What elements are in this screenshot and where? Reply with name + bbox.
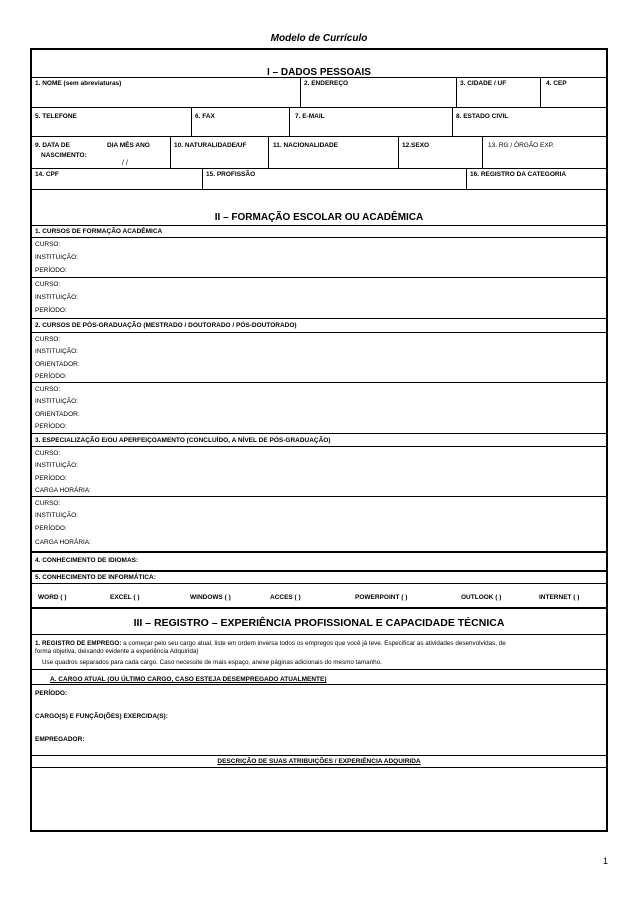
divider: [32, 318, 606, 319]
field-periodo[interactable]: PERÍODO:: [35, 423, 67, 430]
heading-informatica: 5. CONHECIMENTO DE INFORMÁTICA:: [35, 574, 156, 581]
divider: [32, 107, 606, 108]
checkbox-windows[interactable]: WINDOWS ( ): [190, 594, 231, 601]
field-instituicao[interactable]: INSTITUIÇÃO:: [35, 294, 78, 301]
checkbox-excel[interactable]: EXCEL ( ): [110, 594, 140, 601]
registro-emprego-text-3: Use quadros separados para cada cargo. Caso necessite de mais espaço, anexe páginas adicionais do mesmo tamanho.: [42, 659, 382, 666]
curriculum-form: [30, 48, 608, 832]
field-periodo[interactable]: PERÍODO:: [35, 475, 67, 482]
field-orientador[interactable]: ORIENTADOR:: [35, 411, 80, 418]
divider: [32, 189, 606, 190]
divider: [32, 607, 606, 609]
divider: [289, 107, 290, 136]
field-profissao[interactable]: 15. PROFISSÃO: [206, 171, 256, 178]
field-periodo[interactable]: PERÍODO:: [35, 267, 67, 274]
section-3-title: III – REGISTRO – EXPERIÊNCIA PROFISSIONAL E CAPACIDADE TÉCNICA: [133, 617, 505, 629]
field-telefone[interactable]: 5. TELEFONE: [35, 113, 77, 120]
divider: [32, 382, 606, 383]
field-cep[interactable]: 4. CEP: [546, 80, 567, 87]
page-number: 1: [602, 856, 608, 866]
divider: [32, 77, 606, 78]
field-empregador[interactable]: EMPREGADOR:: [35, 736, 85, 743]
divider: [32, 277, 606, 278]
divider: [32, 684, 606, 685]
divider: [268, 136, 269, 168]
heading-cargo-atual: A. CARGO ATUAL (OU ÚLTIMO CARGO, CASO ESTEJA DESEMPREGADO ATUALMENTE): [50, 676, 327, 683]
field-registro-categoria[interactable]: 16. REGISTRO DA CATEGORIA: [470, 171, 567, 178]
field-estado-civil[interactable]: 8. ESTADO CIVIL: [456, 113, 509, 120]
divider: [540, 77, 541, 107]
section-2-title: II – FORMAÇÃO ESCOLAR OU ACADÊMICA: [214, 212, 424, 223]
field-instituicao[interactable]: INSTITUIÇÃO:: [35, 254, 78, 261]
field-sexo[interactable]: 12.SEXO: [402, 142, 430, 149]
field-cpf[interactable]: 14. CPF: [35, 171, 59, 178]
field-email[interactable]: 7. E-MAIL: [295, 113, 325, 120]
field-instituicao[interactable]: INSTITUIÇÃO:: [35, 398, 78, 405]
document-title: Modelo de Currículo: [270, 33, 368, 44]
field-periodo-cargo[interactable]: PERÍODO:: [35, 690, 68, 697]
heading-especializacao: 3. ESPECIALIZAÇÃO E/OU APERFEIÇOAMENTO (CONCLUÍDO, A NÍVEL DE PÓS-GRADUAÇÃO): [35, 437, 331, 444]
registro-emprego-text: a começar pelo seu cargo atual, liste em ordem inversa todos os empregos que você já teve. Especificar as atividades desenvolvidas, de: [123, 640, 506, 647]
field-nacionalidade[interactable]: 11. NACIONALIDADE: [273, 142, 339, 149]
field-curso[interactable]: CURSO:: [35, 500, 61, 507]
field-periodo[interactable]: PERÍODO:: [35, 373, 67, 380]
divider: [32, 551, 606, 553]
divider: [482, 136, 483, 168]
field-cargos-funcoes[interactable]: CARGO(S) E FUNÇÃO(ÕES) EXERCIDA(S):: [35, 713, 168, 720]
divider: [32, 136, 606, 137]
divider: [466, 168, 467, 189]
heading-pos-graduacao: 2. CURSOS DE PÓS-GRADUAÇÃO (MESTRADO / DOUTORADO / PÓS-DOUTORADO): [35, 322, 297, 329]
data-nascimento-label: NASCIMENTO:: [41, 152, 87, 159]
field-curso[interactable]: CURSO:: [35, 386, 61, 393]
field-periodo[interactable]: PERÍODO:: [35, 525, 67, 532]
field-idiomas[interactable]: 4. CONHECIMENTO DE IDIOMAS:: [35, 557, 139, 564]
field-endereco[interactable]: 2. ENDEREÇO: [304, 80, 349, 87]
data-nascimento-format: DIA MÊS ANO: [107, 142, 150, 149]
heading-descricao: DESCRIÇÃO DE SUAS ATRIBUIÇÕES / EXPERIÊNCIA ADQUIRIDA: [217, 758, 421, 765]
checkbox-internet[interactable]: INTERNET ( ): [539, 594, 580, 601]
divider: [32, 583, 606, 584]
divider: [32, 332, 606, 333]
divider: [32, 570, 606, 572]
field-naturalidade[interactable]: 10. NATURALIDADE/UF: [174, 142, 247, 149]
divider: [32, 755, 606, 756]
section-1-title: I – DADOS PESSOAIS: [267, 67, 371, 78]
divider: [170, 136, 171, 168]
divider: [32, 669, 606, 670]
field-instituicao[interactable]: INSTITUIÇÃO:: [35, 512, 78, 519]
divider: [398, 136, 399, 168]
field-rg[interactable]: 13. RG / ÓRGÃO EXP.: [488, 142, 554, 149]
divider: [300, 77, 301, 107]
divider: [32, 225, 606, 226]
checkbox-acces[interactable]: ACCES ( ): [270, 594, 301, 601]
field-periodo[interactable]: PERÍODO:: [35, 307, 67, 314]
registro-emprego-label: 1. REGISTRO DE EMPREGO:: [35, 640, 122, 647]
divider: [32, 496, 606, 497]
divider: [32, 446, 606, 447]
field-cidade-uf[interactable]: 3. CIDADE / UF: [460, 80, 507, 87]
divider: [202, 168, 203, 189]
heading-cursos-formacao: 1. CURSOS DE FORMAÇÃO ACADÊMICA: [35, 228, 163, 235]
field-orientador[interactable]: ORIENTADOR:: [35, 361, 80, 368]
field-instituicao[interactable]: INSTITUIÇÃO:: [35, 348, 78, 355]
registro-emprego-text-2: forma objetiva, deixando evidente a experiência Adquirida): [35, 648, 199, 655]
field-curso[interactable]: CURSO:: [35, 450, 61, 457]
divider: [32, 433, 606, 434]
field-curso[interactable]: CURSO:: [35, 281, 61, 288]
checkbox-word[interactable]: WORD ( ): [38, 594, 67, 601]
field-instituicao[interactable]: INSTITUIÇÃO:: [35, 462, 78, 469]
divider: [452, 107, 453, 136]
data-nascimento-slashes: / /: [122, 160, 128, 167]
divider: [32, 634, 606, 635]
field-curso[interactable]: CURSO:: [35, 241, 61, 248]
divider: [456, 77, 457, 107]
checkbox-powerpoint[interactable]: POWERPOINT ( ): [355, 594, 408, 601]
field-nome[interactable]: 1. NOME (sem abreviaturas): [35, 80, 122, 87]
checkbox-outlook[interactable]: OUTLOOK ( ): [461, 594, 502, 601]
field-carga-horaria[interactable]: CARGA HORÁRIA:: [35, 539, 91, 546]
registro-emprego-instructions: [35, 640, 506, 648]
field-data-nascimento[interactable]: 9. DATA DE: [35, 142, 70, 149]
field-curso[interactable]: CURSO:: [35, 336, 61, 343]
divider: [191, 107, 192, 136]
descricao-text-area[interactable]: [32, 768, 606, 830]
field-carga-horaria[interactable]: CARGA HORÁRIA:: [35, 487, 91, 494]
divider: [32, 237, 606, 238]
divider: [32, 168, 606, 169]
field-fax[interactable]: 6. FAX: [195, 113, 215, 120]
